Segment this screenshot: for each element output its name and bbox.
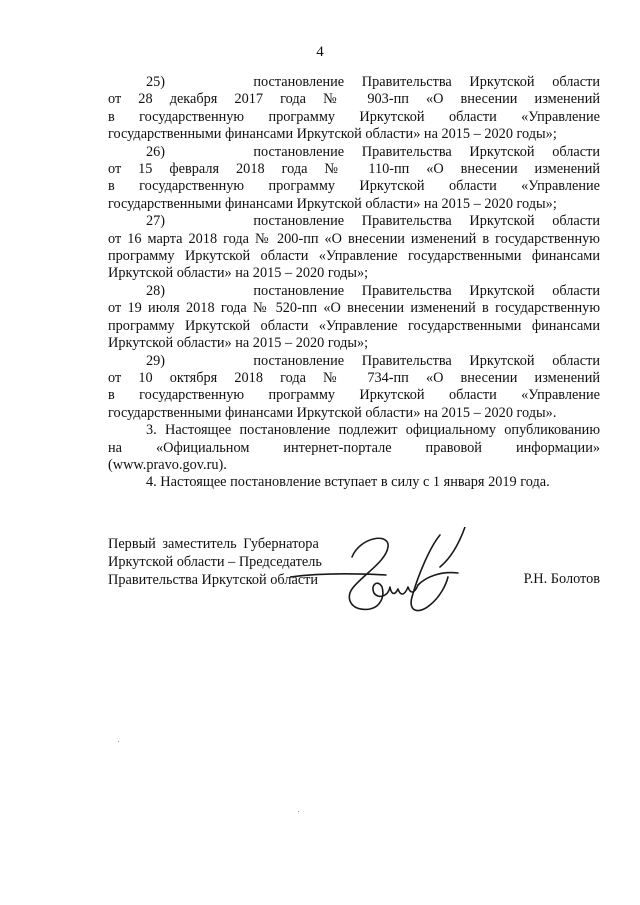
list-item-line: от 28 декабря 2017 года № 903-пп «О внесении изменений: [108, 91, 600, 108]
scan-speck: [298, 811, 299, 812]
list-item-line: государственными финансами Иркутской области» на 2015 – 2020 годы»;: [108, 126, 557, 143]
list-item-line: от 16 марта 2018 года № 200-пп «О внесении изменений в государственную: [108, 230, 600, 247]
list-item-29: [108, 353, 600, 423]
list-item-line: от 15 февраля 2018 года № 110-пп «О внесении изменений: [108, 161, 600, 178]
list-item-line: Иркутской области» на 2015 – 2020 годы»;: [108, 335, 369, 352]
list-item-line: 28) постановление Правительства Иркутской области: [146, 282, 600, 299]
list-item-line: 26) постановление Правительства Иркутской области: [146, 143, 600, 160]
list-item-28: [108, 283, 600, 353]
page-number: 4: [316, 44, 324, 60]
paragraph-line: (www.pravo.gov.ru).: [108, 456, 227, 473]
signatory-title-line: Правительства Иркутской области: [108, 572, 319, 588]
list-item-line: программу Иркутской области «Управление государственными финансами: [108, 317, 600, 334]
list-item-line: программу Иркутской области «Управление государственными финансами: [108, 248, 600, 265]
paragraph-3: [108, 422, 600, 474]
document-body: [108, 74, 600, 492]
list-item-27: [108, 213, 600, 283]
paragraph-line: 3. Настоящее постановление подлежит официальному опубликованию: [146, 422, 600, 439]
paragraph-line: 4. Настоящее постановление вступает в силу с 1 января 2019 года.: [146, 474, 550, 491]
scan-speck: [118, 741, 119, 742]
paragraph-4: [108, 474, 600, 491]
list-item-line: 27) постановление Правительства Иркутской области: [146, 213, 600, 230]
signatory-name: Р.Н. Болотов: [523, 571, 600, 587]
list-item-line: 25) постановление Правительства Иркутской области: [146, 74, 600, 90]
paragraph-line: на «Официальном интернет-портале правовой информации»: [108, 439, 600, 456]
list-item-25: [108, 74, 600, 144]
list-item-line: в государственную программу Иркутской области «Управление: [108, 387, 600, 404]
signatory-title-line: Первый заместитель Губернатора: [108, 536, 319, 552]
list-item-line: 29) постановление Правительства Иркутской области: [146, 352, 600, 369]
list-item-line: государственными финансами Иркутской области» на 2015 – 2020 годы»;: [108, 195, 557, 212]
list-item-line: Иркутской области» на 2015 – 2020 годы»;: [108, 265, 369, 282]
list-item-line: от 19 июля 2018 года № 520-пп «О внесении изменений в государственную: [108, 300, 600, 317]
list-item-line: в государственную программу Иркутской области «Управление: [108, 108, 600, 125]
list-item-line: государственными финансами Иркутской области» на 2015 – 2020 годы».: [108, 404, 557, 421]
signatory-title-line: Иркутской области – Председатель: [108, 554, 322, 570]
handwritten-signature: [290, 527, 480, 622]
list-item-line: от 10 октября 2018 года № 734-пп «О внесении изменений: [108, 369, 600, 386]
list-item-line: в государственную программу Иркутской области «Управление: [108, 178, 600, 195]
list-item-26: [108, 144, 600, 214]
